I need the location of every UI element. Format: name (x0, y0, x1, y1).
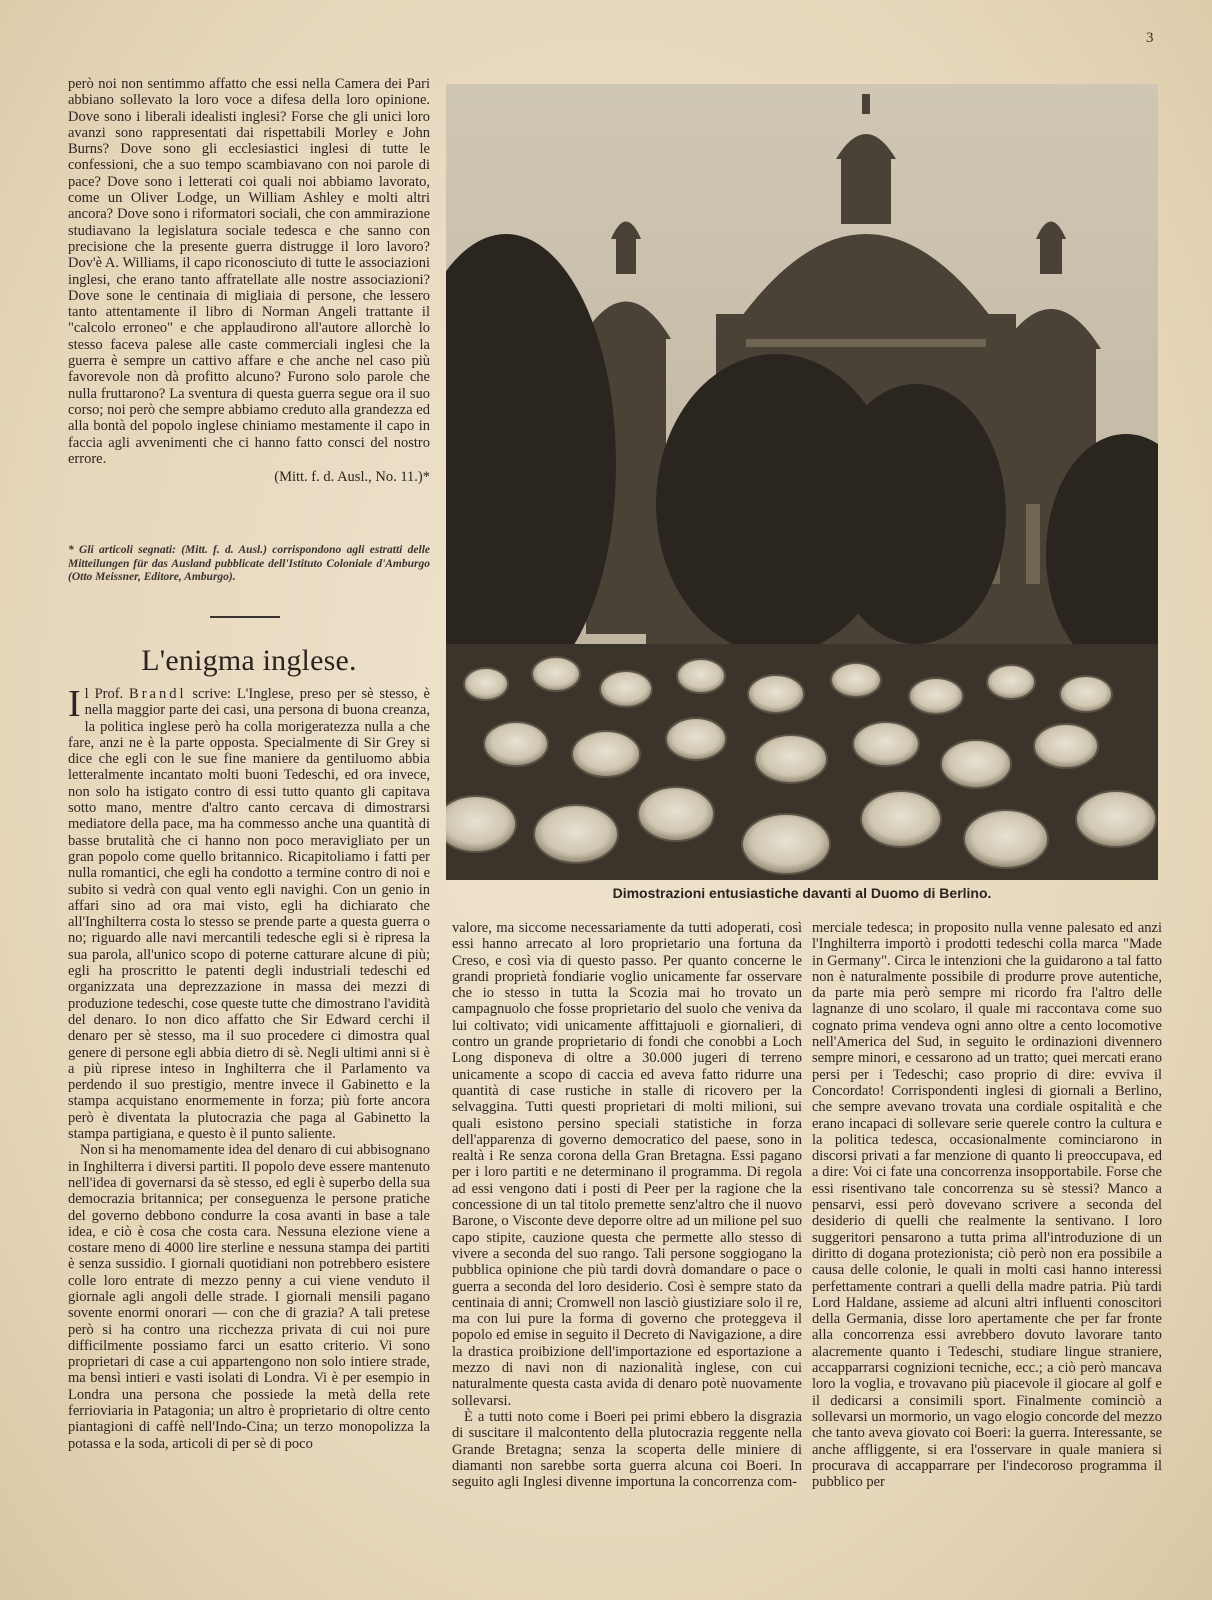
article-title: L'enigma inglese. (141, 644, 357, 677)
column-3-paragraph-1: merciale tedesca; in proposito nulla venne palesato ed anzi l'Inghilterra importò i prodotti tedeschi colla marca "Made in Germany". Circa le intenzioni che la guidarono a tal fatto non è naturalmente possibile di produrre prove autentiche, da parte mia però sempre mi ricordo fra l'altro delle lagnanze di uno scolaro, il quale mi raccontava come suo cognato prima vendeva ogni anno oltre a cento locomotive nell'America del Sud, in seguito le ordinazioni divennero sempre minori, e cessarono ad un tratto; quei mercati erano persi per i Tedeschi; caso proprio di dire: evviva il Concordato! Corrispondenti inglesi di giornali a Berlino, che sempre avevano trovata una cordiale ospitalità e che erano incapaci di sollevare serie querele contro la cultura e la politica tedesca, occasionalmente cominciarono in discorsi privati a far menzione di quanto li preoccupava, ed a dire: Voi ci fate una concorrenza insopportabile. Forse che essi risentivano tale concorrenza su sè stessi? Manco a pensarvi, essi però dovevano scrivere a seconda del desiderio di quelli che realmente la sentivano. I loro suggeritori pensarono a tutta prima all'introduzione di un diritto di dogana protezionista; ciò però non era possibile a causa delle colonie, le quali in molti casi hanno interessi perfettamente contrari a quelli della madre patria. Più tardi Lord Haldane, assieme ad alcuni altri influenti conoscitori della Germania, disse loro apertamente che per far fronte alla concorrenza essi avrebbero dovuto lavorare tanto alacremente quanto i Tedeschi, studiare lingue straniere, accapparrarsi cognizioni tecniche, ecc.; a ciò però mancava loro la voglia, e trovavano più piacevole il giocare al golf e il dedicarsi a consimili sport. Finalmente cominciò a sollevarsi un mormorio, un vago elogio concorde del mezzo che tanto aveva giovato coi Boeri: la guerra. Interessante, se anche affliggente, si era l'osservare in quale maniera si procurava di accapparrare per l'indecoroso programma il pubblico per (812, 920, 1162, 1491)
page-number: 3 (1146, 30, 1154, 46)
previous-article-citation: (Mitt. f. d. Ausl., No. 11.)* (274, 469, 430, 486)
cathedral-crowd-image (446, 84, 1158, 880)
column-2-paragraph-2: È a tutti noto come i Boeri pei primi ebbero la disgrazia di suscitare il malcontento della plutocrazia reggente nella Grande Bretagna; senza la scoperta delle miniere di diamanti non sarebbe sorta guerra alcuna coi Boeri. In seguito agli Inglesi divenne importuna la concorrenza com- (452, 1408, 802, 1491)
section-divider (210, 616, 280, 618)
lead-text-start: l Prof. (84, 686, 130, 702)
article-paragraph-2: Non si ha menomamente idea del denaro di cui abbisognano in Inghilterra i diversi partiti. Il popolo deve essere mantenuto nell'idea di governarsi da sè stesso, ed egli è superbo della sua democrazia britannica; per conseguenza le persone pratiche del governo debbono condurre la cosa avanti in base a tale idea, e ciò è cosa che costa cara. Nessuna elezione viene a costare meno di 4000 lire sterline e nessuna stampa dei partiti è senza sussidio. I giornali quotidiani non potrebbero esistere colle loro entrate di mezzo penny a cui viene venduto il giornale agli angoli delle strade. I giornali mensili pagano sovente enormi onorari — con che di grazia? A tali pretese però si ha contro una ricchezza privata di cui noi pure difficilmente possiamo farci un esatto criterio. Vi sono proprietari di case a cui appartengono non solo intiere strade, ma bensì intieri e vasti isolati di Londra. Vi è per esempio in Londra una persona che possiede la metà della rete ferrioviaria in Patagonia; un altro è proprietario di oltre cento piantagioni di caffè nell'Indo-Cina; un terzo monopolizza la potassa e la soda, articoli di per sè di poco (68, 1142, 430, 1452)
author-name: Brandl (129, 686, 187, 702)
article-column-3 (812, 920, 1162, 1556)
article-column-1 (68, 686, 430, 1552)
footnote: * Gli articoli segnati: (Mitt. f. d. Ausl.) corrispondono agli estratti delle Mitteilungen für das Ausland pubblicate dell'Istituto Coloniale d'Amburgo (Otto Meissner, Editore, Amburgo). (68, 544, 430, 583)
article-column-2 (452, 920, 802, 1556)
column-2-paragraph-1: valore, ma siccome necessariamente da tutti adoperati, così essi hanno arrecato al loro proprietario una fortuna da Creso, e così via di questo passo. Per quanto concerne le grandi proprietà fondiarie voglio unicamente far osservare che io stesso in tutta la Scozia mai ho trovato un campagnuolo che fosse proprietario del suolo che veniva da lui coltivato; vidi unicamente affittajuoli e giornalieri, di contro un grande proprietario di fondi che conobbi a Loch Long disponeva di oltre a 30.000 jugeri di terreno unicamente a scopo di caccia ed aveva fatto ridurre una quantità di case rustiche in stalle di ricovero per la selvaggina. Tutti questi proprietari di molti milioni, sui quali esistono persino speciali statistiche in forza dell'apparenza di governo democratico del paese, sono in realtà i Re senza corona della Gran Bretagna. Essi pagano per i loro partiti e ne determinano il programma. Di regola ad essi vengono dati i posti di Peer per la ragione che la concessione di un tal titolo premette senz'altro che il nuovo Barone, o Visconte deve deporre oltre ad un milione pel suo capo stipite, cauzione questa che permette allo stesso di vivere a seconda del suo rango. Tali persone soggiogano la pubblica opinione che più tardi dovrà domandare o pace o guerra a seconda del loro desiderio. Così è sempre stato da centinaia di anni; Cromwell non lasciò giustiziare solo il re, ma con lui pure la forma di governo che proteggeva il popolo ed emise in seguito il Decreto di Navigazione, a dire la drastica proibizione dell'importazione ed esportazione a mezzo di navi non di nazionalità inglese, con cui naturalmente questa casta avida di denaro potè nuovamente sollevarsi. (452, 920, 802, 1409)
article-lead-paragraph (68, 686, 430, 1142)
drop-cap: I (68, 686, 81, 725)
photo-caption: Dimostrazioni entusiastiche davanti al Duomo di Berlino. (612, 885, 992, 901)
berlin-cathedral-photo (446, 84, 1158, 880)
previous-article-text: però noi non sentimmo affatto che essi nella Camera dei Pari abbiano sollevato la loro voce a difesa della loro opinione. Dove sono i liberali idealisti inglesi? Forse che gli unici loro avanzi sono rappresentati dai rispettabili Morley e John Burns? Dove sono gli ecclesiastici inglesi di tutte le confessioni, che a suo tempo scambiavano con noi parole di pace? Dove sono i letterati coi quali noi abbiamo lavorato, come un Oliver Lodge, un William Ashley e molti altri ancora? Dove sono i riformatori sociali, che con ammirazione studiavano la legislatura sociale tedesca e che sanno con precisione che la presente guerra distrugge il loro lavoro? Dov'è A. Williams, il capo riconosciuto di tutte le associazioni inglesi, che erano tanto affratellate alle nostre associazioni? Dove sone le centinaia di migliaia di persone, che lessero tanto attentamente il libro di Norman Angeli trattante il "calcolo erroneo" e che applaudirono all'autore allorchè lo stesso faceva palese alle caste commerciali inglesi che la guerra è sempre un cattivo affare e che anche nel caso più favorevole non dà profitto alcuno? Furono solo parole che nulla fruttarono? La sventura di questa guerra segue ora il suo corso; noi però che sempre abbiamo creduto alla grandezza ed alla bontà del popolo inglese chiniamo mestamente il capo in faccia agli avvenimenti che ci hanno fatto consci del nostro errore. (68, 76, 430, 467)
previous-article-ending (68, 76, 430, 485)
lead-text-body: scrive: L'Inglese, preso per sè stesso, è nella maggior parte dei casi, una persona di buona creanza, la politica inglese però ha colla morigeratezza nulla a che fare, anzi ne è la parte opposta. Specialmente di Sir Grey si dice che egli con le sue fine maniere da gentiluomo abbia letteralmente incantato molti buoni Tedeschi, ed ora invece, non solo ha istigato contro di essi tutto quanto gli capitava sotto mano, mentre d'altro canto cercava di dimostrarsi mediatore della pace, ma ha commesso anche una quantità di basse brutalità che ci hanno non poco meravigliato per un gran popolo come quello britannico. Ricapitoliamo i fatti per nulla romantici, che egli ha condotto a termine contro di noi e subito si vedrà con qual vento egli navighi. Con un genio in affari sino ad ora mai visto, egli ha dichiarato che all'Inghilterra costa lo stesso se prende parte a questa guerra o no; riguardo alle navi mercantili tedesche egli si è ripresa la sua parola, all'unico scopo di poterne catturare alcune di più; egli ha proscritto le patenti degli industriali tedeschi ed organizzata una deprezzazione in massa dei mezzi di produzione tedeschi, cose queste tutte che dimostrano l'avidità del denaro. Io non dico affatto che Sir Edward cerchi il denaro per sè stesso, ma il suo procedere ci dimostra qual genere di persone egli abbia dietro di sè. Negli ultimi anni si è a più riprese inteso in Inghilterra che il Parlamento va perdendo il suo prestigio, mentre invece il Gabinetto e la stampa acquistano enormemente in forza; più forte ancora però è diventata la plutocrazia che paga al Gabinetto la stampa partigiana, e questo è il punto saliente. (68, 686, 430, 1143)
